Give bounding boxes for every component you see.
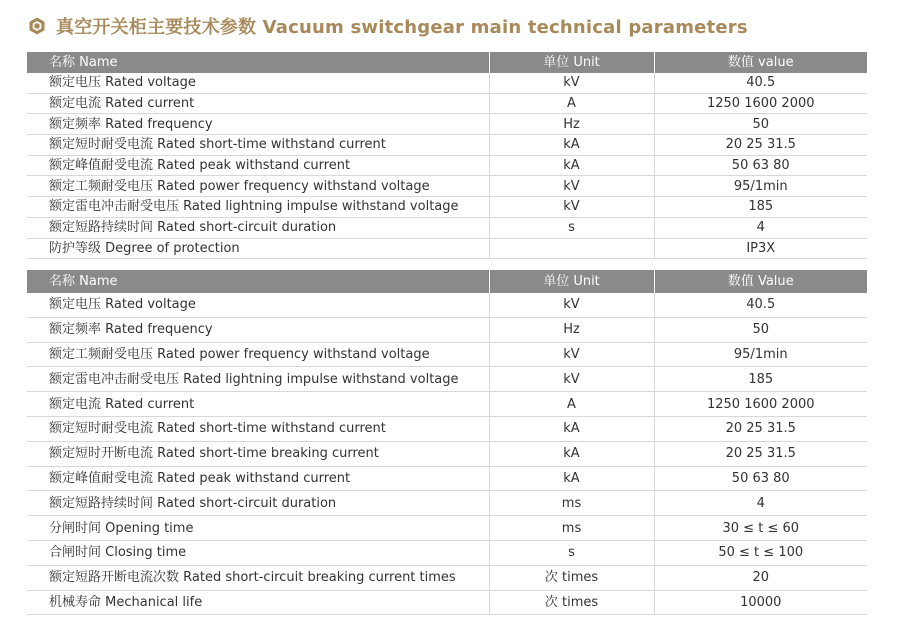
cell-unit: kV (489, 197, 654, 218)
cell-value: 50 63 80 (654, 155, 867, 176)
cell-name: 额定短时耐受电流 Rated short-time withstand current (27, 416, 489, 441)
table-row (27, 590, 867, 615)
cell-value: 20 25 31.5 (654, 416, 867, 441)
cell-name: 额定电流 Rated current (27, 93, 489, 114)
table-row (27, 565, 867, 590)
table-header-row (27, 270, 867, 293)
cell-value: 4 (654, 491, 867, 516)
table-row (27, 135, 867, 156)
header-value: 数值 value (654, 52, 867, 73)
cell-name: 额定短路开断电流次数 Rated short-circuit breaking current times (27, 565, 489, 590)
cell-name: 机械寿命 Mechanical life (27, 590, 489, 615)
parameters-table-1 (27, 52, 867, 259)
cell-unit: s (489, 540, 654, 565)
header-name: 名称 Name (27, 270, 489, 293)
cell-value: 20 25 31.5 (654, 441, 867, 466)
header-unit: 单位 Unit (489, 270, 654, 293)
cell-unit: kA (489, 135, 654, 156)
table-row (27, 540, 867, 565)
cell-value: 95/1min (654, 342, 867, 367)
cell-unit: Hz (489, 114, 654, 135)
cell-unit: A (489, 392, 654, 417)
cell-unit: 次 times (489, 565, 654, 590)
table-row (27, 238, 867, 259)
parameters-table-2 (27, 270, 867, 615)
table-row (27, 293, 867, 317)
table-row (27, 317, 867, 342)
cell-value: 50 63 80 (654, 466, 867, 491)
cell-name: 额定短时耐受电流 Rated short-time withstand current (27, 135, 489, 156)
cell-unit: ms (489, 516, 654, 541)
table-row (27, 93, 867, 114)
table-row (27, 416, 867, 441)
table-row (27, 441, 867, 466)
table-row (27, 392, 867, 417)
cell-value: 50 ≤ t ≤ 100 (654, 540, 867, 565)
cell-unit: kV (489, 73, 654, 93)
header-name: 名称 Name (27, 52, 489, 73)
cell-name: 额定电流 Rated current (27, 392, 489, 417)
table-body (27, 293, 867, 615)
cell-unit: kA (489, 466, 654, 491)
cell-unit: ms (489, 491, 654, 516)
cell-name: 额定工频耐受电压 Rated power frequency withstand voltage (27, 342, 489, 367)
table-row (27, 491, 867, 516)
cell-value: 1250 1600 2000 (654, 392, 867, 417)
cell-unit: kA (489, 416, 654, 441)
cell-name: 额定电压 Rated voltage (27, 73, 489, 93)
cell-value: 1250 1600 2000 (654, 93, 867, 114)
table-row (27, 217, 867, 238)
table-row (27, 155, 867, 176)
cell-value: 95/1min (654, 176, 867, 197)
cell-name: 额定雷电冲击耐受电压 Rated lightning impulse withstand voltage (27, 367, 489, 392)
cell-name: 合闸时间 Closing time (27, 540, 489, 565)
cell-name: 额定峰值耐受电流 Rated peak withstand current (27, 155, 489, 176)
cell-name: 额定短路持续时间 Rated short-circuit duration (27, 491, 489, 516)
cell-name: 额定工频耐受电压 Rated power frequency withstand voltage (27, 176, 489, 197)
table-row (27, 367, 867, 392)
cell-value: 50 (654, 317, 867, 342)
cell-name: 额定雷电冲击耐受电压 Rated lightning impulse withstand voltage (27, 197, 489, 218)
cell-unit: kV (489, 176, 654, 197)
header-value: 数值 Value (654, 270, 867, 293)
cell-value: 20 25 31.5 (654, 135, 867, 156)
cell-value: IP3X (654, 238, 867, 259)
cell-unit: kA (489, 441, 654, 466)
cell-value: 30 ≤ t ≤ 60 (654, 516, 867, 541)
cell-value: 10000 (654, 590, 867, 615)
cell-unit: Hz (489, 317, 654, 342)
cell-value: 185 (654, 197, 867, 218)
table-row (27, 342, 867, 367)
table-row (27, 176, 867, 197)
table-row (27, 114, 867, 135)
cell-value: 185 (654, 367, 867, 392)
cell-unit: A (489, 93, 654, 114)
cell-unit: 次 times (489, 590, 654, 615)
hexagon-icon (28, 17, 46, 35)
table-row (27, 516, 867, 541)
cell-value: 4 (654, 217, 867, 238)
cell-value: 20 (654, 565, 867, 590)
table-body (27, 73, 867, 259)
cell-name: 防护等级 Degree of protection (27, 238, 489, 259)
cell-name: 分闸时间 Opening time (27, 516, 489, 541)
cell-unit: kV (489, 293, 654, 317)
cell-unit: kV (489, 367, 654, 392)
cell-unit: kA (489, 155, 654, 176)
cell-name: 额定峰值耐受电流 Rated peak withstand current (27, 466, 489, 491)
table-header-row (27, 52, 867, 73)
cell-name: 额定短路持续时间 Rated short-circuit duration (27, 217, 489, 238)
cell-name: 额定频率 Rated frequency (27, 114, 489, 135)
page-header (28, 10, 748, 42)
cell-unit: s (489, 217, 654, 238)
table-row (27, 73, 867, 93)
cell-unit (489, 238, 654, 259)
cell-name: 额定电压 Rated voltage (27, 293, 489, 317)
cell-value: 50 (654, 114, 867, 135)
cell-name: 额定短时开断电流 Rated short-time breaking current (27, 441, 489, 466)
table-row (27, 466, 867, 491)
cell-value: 40.5 (654, 293, 867, 317)
cell-unit: kV (489, 342, 654, 367)
table-row (27, 197, 867, 218)
page-title: 真空开关柜主要技术参数 Vacuum switchgear main technical parameters (56, 17, 748, 38)
header-unit: 单位 Unit (489, 52, 654, 73)
cell-name: 额定频率 Rated frequency (27, 317, 489, 342)
cell-value: 40.5 (654, 73, 867, 93)
